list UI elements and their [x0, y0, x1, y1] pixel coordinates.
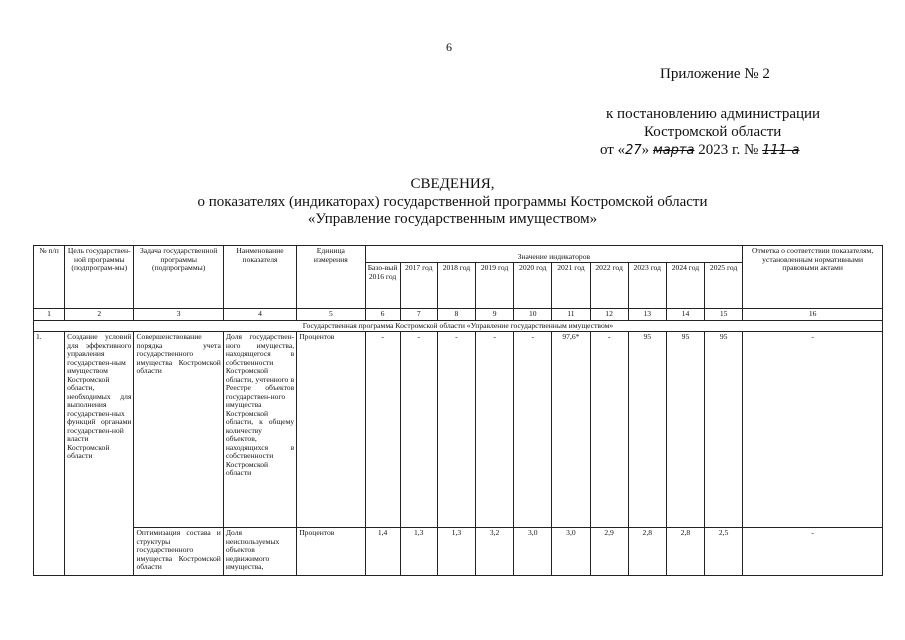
decree-prefix: от «: [600, 142, 626, 158]
header-num: № п/п: [34, 246, 65, 309]
column-number: 15: [705, 309, 743, 321]
column-number: 10: [514, 309, 552, 321]
row-value: 3,0: [514, 528, 552, 576]
column-number: 5: [297, 309, 365, 321]
row-num: 1.: [34, 332, 65, 576]
row-indicator: Доля неиспользуемых объектов недвижимого имущества,: [223, 528, 296, 576]
header-note: Отметка о соответствии показателям, установленным нормативными правовыми актами: [743, 246, 883, 309]
row-value: -: [437, 332, 475, 528]
row-value: -: [400, 332, 437, 528]
year-header: 2023 год: [628, 263, 666, 309]
row-value: -: [514, 332, 552, 528]
document-subtitle-2: «Управление государственным имуществом»: [307, 211, 598, 227]
column-number: 8: [437, 309, 475, 321]
year-header: Базо-вый 2016 год: [365, 263, 400, 309]
row-task: Оптимизация состава и структуры государственного имущества Костромской области: [134, 528, 223, 576]
year-header: 2019 год: [476, 263, 514, 309]
decree-line-1: к постановлению администрации: [606, 106, 821, 122]
decree-month-handwritten: марта: [652, 143, 695, 158]
year-header: 2024 год: [666, 263, 704, 309]
column-number: 1: [34, 309, 65, 321]
column-number: 2: [65, 309, 134, 321]
decree-day-handwritten: 27: [625, 143, 642, 158]
program-title-cell: Государственная программа Костромской области «Управление государственным имуществом»: [34, 320, 883, 332]
row-value: 2,5: [705, 528, 743, 576]
column-number: 16: [743, 309, 883, 321]
row-value: 95: [666, 332, 704, 528]
column-number: 6: [365, 309, 400, 321]
row-indicator: Доля государствен-ного имущества, находящегося в собственности Костромской области, учтенного в Реестре объектов государствен-ного имущества Костромской области, к общему количеству объектов, находящихся в собственности Костромской области: [223, 332, 296, 528]
row-unit: Процентов: [297, 528, 365, 576]
document-subtitle-1: о показателях (индикаторах) государственной программы Костромской области: [197, 194, 708, 210]
row-value: -: [590, 332, 628, 528]
row-unit: Процентов: [297, 332, 365, 528]
row-value: 2,8: [628, 528, 666, 576]
row-value: 95: [705, 332, 743, 528]
column-number: 11: [552, 309, 590, 321]
page-number: 6: [446, 40, 452, 54]
indicators-table: [33, 245, 883, 576]
row-value: 2,8: [666, 528, 704, 576]
column-number: 4: [223, 309, 296, 321]
year-header: 2022 год: [590, 263, 628, 309]
column-number: 3: [134, 309, 223, 321]
row-value: 1,4: [365, 528, 400, 576]
column-number: 13: [628, 309, 666, 321]
row-value: 97,6*: [552, 332, 590, 528]
column-number: 14: [666, 309, 704, 321]
row-value: 1,3: [437, 528, 475, 576]
header-unit: Единица измерения: [297, 246, 365, 309]
decree-number-handwritten: 111-а: [762, 143, 800, 158]
column-numbers-row: [34, 309, 883, 321]
row-task: Совершенствование порядка учета государственного имущества Костромской области: [134, 332, 223, 528]
header-goal: Цель государствен-ной программы (подпрограм-мы): [65, 246, 134, 309]
decree-year: 2023 г. №: [698, 142, 759, 158]
row-value: -: [476, 332, 514, 528]
year-header: 2020 год: [514, 263, 552, 309]
header-row-1: [34, 246, 883, 263]
row-note: -: [743, 528, 883, 576]
row-value: 2,9: [590, 528, 628, 576]
year-header: 2025 год: [705, 263, 743, 309]
decree-date-line: [600, 142, 800, 159]
header-task: Задача государственной программы (подпрограммы): [134, 246, 223, 309]
header-indicator: Наименование показателя: [223, 246, 296, 309]
document-title: СВЕДЕНИЯ,: [410, 176, 495, 192]
year-header: 2021 год: [552, 263, 590, 309]
column-number: 9: [476, 309, 514, 321]
row-goal: Создание условий для эффективного управления государствен-ным имуществом Костромской области, необходимых для выполнения государствен-ных функций органами государствен-ной власти Костромской области: [65, 332, 134, 576]
row-value: 3,0: [552, 528, 590, 576]
row-value: 95: [628, 332, 666, 528]
header-values: Значение индикаторов: [365, 246, 743, 263]
decree-line-2: Костромской области: [644, 124, 782, 140]
table-row: [34, 528, 883, 576]
column-number: 7: [400, 309, 437, 321]
table-row: [34, 332, 883, 528]
row-value: 3,2: [476, 528, 514, 576]
year-header: 2018 год: [437, 263, 475, 309]
row-note: -: [743, 332, 883, 528]
column-number: 12: [590, 309, 628, 321]
row-value: 1,3: [400, 528, 437, 576]
year-header: 2017 год: [400, 263, 437, 309]
decree-mid: »: [641, 142, 650, 158]
row-value: -: [365, 332, 400, 528]
annex-label: Приложение № 2: [660, 66, 770, 82]
program-row: [34, 320, 883, 332]
